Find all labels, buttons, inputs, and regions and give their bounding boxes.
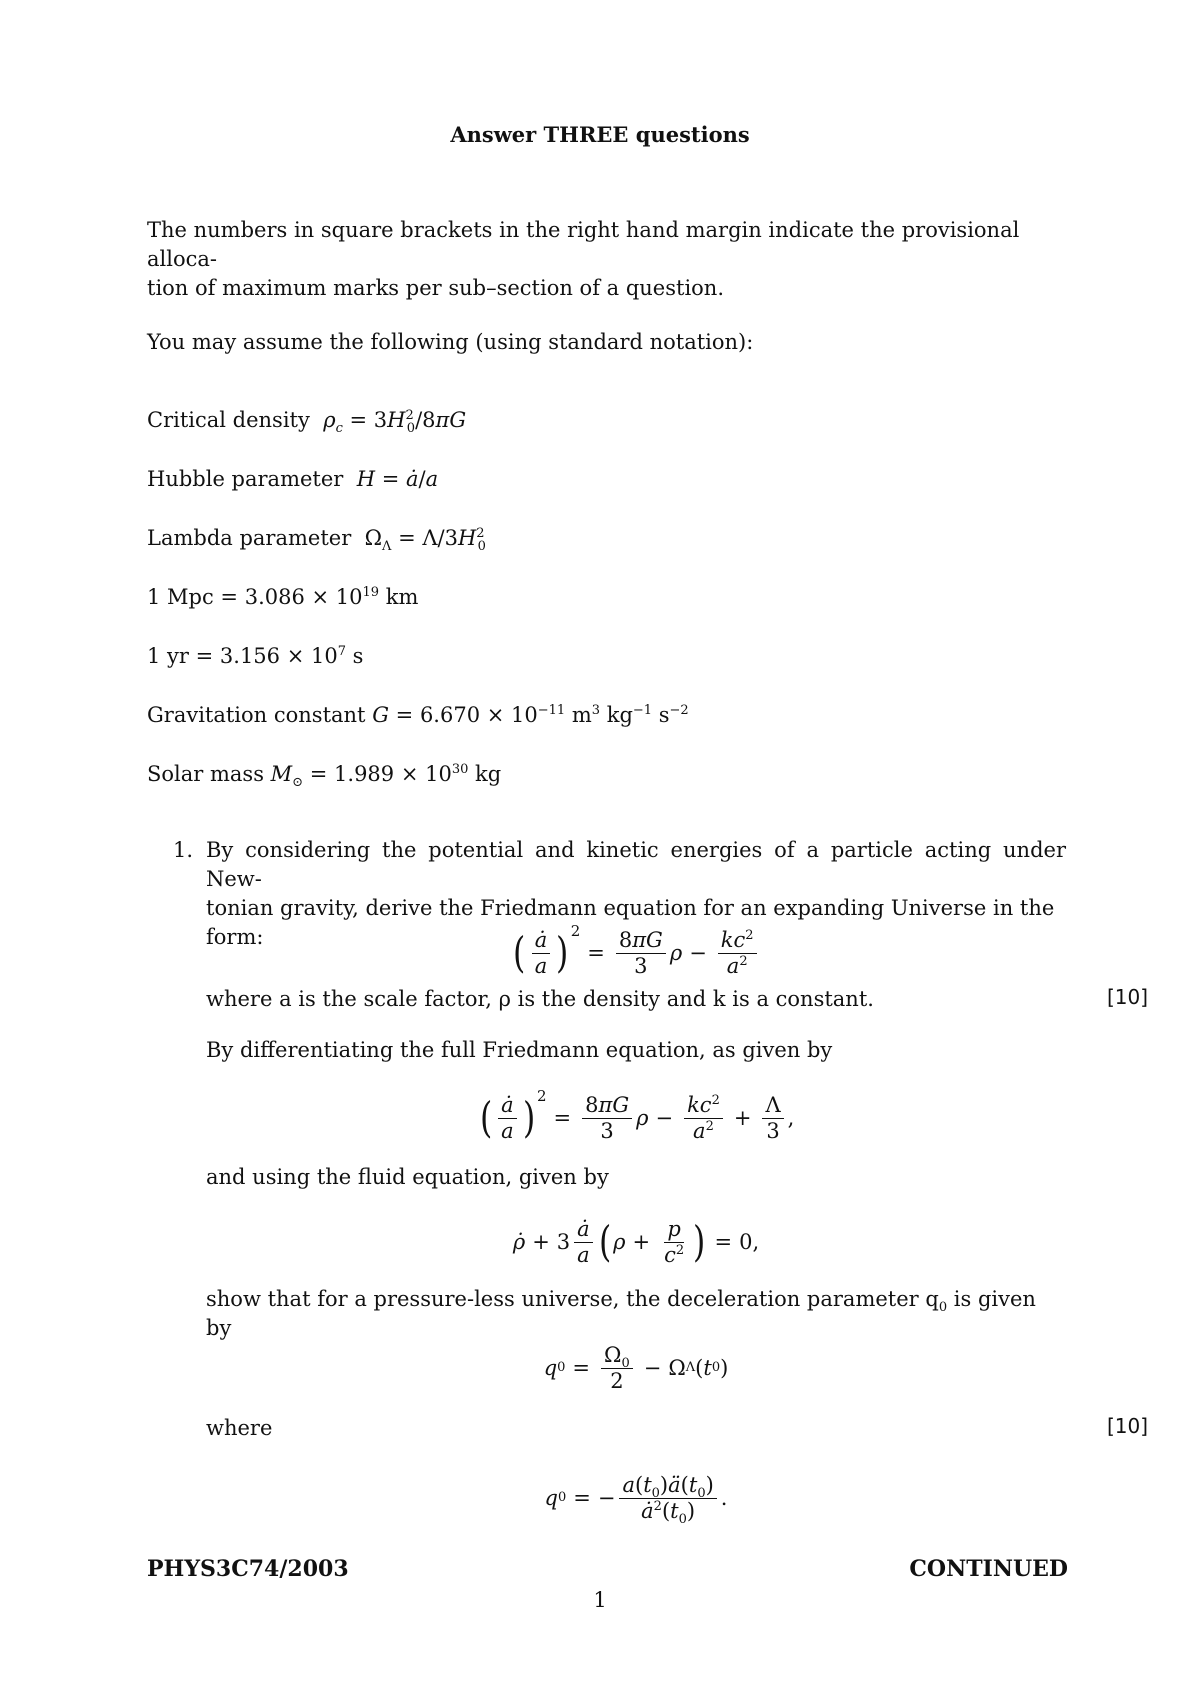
differentiating-text: By differentiating the full Friedmann equation, as given by [206, 1038, 833, 1062]
constant-solar-mass [147, 760, 1067, 789]
mpc-lhs: 1 Mpc = [147, 585, 239, 609]
constant-year [147, 642, 1067, 671]
intro-line-2: tion of maximum marks per sub–section of a question. [147, 276, 725, 300]
page-heading: Answer THREE questions [450, 122, 750, 147]
solar-value: = 1.989 × 10 [309, 762, 452, 786]
solar-exponent: 30 [451, 762, 469, 777]
grav-unit-kg-exp: −1 [632, 703, 653, 718]
marks-part-a: [10] [1106, 985, 1148, 1009]
marks-part-b: [10] [1106, 1414, 1148, 1438]
equation-full-friedmann: ( $\frac{ȧ}{a}$ ) $^2$ = $\frac{8\pi G}{3}$ ρ − $\frac{kc^2}{a^2}$ + $\frac{\Lambda}{3}$ , [479, 1087, 795, 1143]
grav-unit-kg: kg [600, 703, 633, 727]
constant-mpc [147, 583, 1067, 612]
assume-text: You may assume the following (using standard notation): [147, 330, 754, 354]
critical-density-formula: $\rho_c = 3H^2_0/8\pi G$ [323, 408, 467, 437]
yr-value: 3.156 × 10 [219, 644, 338, 668]
grav-label: Gravitation constant [147, 703, 366, 727]
lambda-label: Lambda parameter [147, 526, 352, 550]
equation-q0-definition: q 0 = − $\frac{a(t_0)ä(t_0)}{ȧ^2(t_0)}$ . [544, 1473, 728, 1527]
yr-exponent: 7 [337, 644, 346, 659]
hubble-formula: H = ȧ/a [356, 467, 439, 491]
grav-unit-s: s [652, 703, 670, 727]
intro-paragraph [147, 216, 1067, 303]
grav-symbol: G [372, 703, 389, 727]
question-number: 1. [173, 838, 194, 862]
show-that-main: show that for a pressure-less universe, the deceleration parameter q [206, 1287, 939, 1311]
solar-unit: kg [468, 762, 502, 786]
grav-unit-m-exp: 3 [591, 703, 601, 718]
yr-unit: s [345, 644, 364, 668]
constant-lambda [147, 524, 1067, 553]
page-number: 1 [593, 1588, 607, 1612]
grav-exponent: −11 [537, 703, 566, 718]
constant-critical-density [147, 406, 1067, 435]
q1-line-1: By considering the potential and kinetic energies of a particle acting under New- [206, 838, 1066, 891]
where-scale-factor-text: where a is the scale factor, ρ is the density and k is a constant. [206, 987, 874, 1011]
lambda-formula: $\Omega_\Lambda = \Lambda/3H^2_0$ [357, 526, 486, 555]
q1-line-2: tonian gravity, derive the Friedmann equation for an expanding Universe in the [206, 896, 1055, 920]
grav-value: = 6.670 × 10 [395, 703, 538, 727]
constant-gravitation [147, 701, 1067, 730]
hubble-label: Hubble parameter [147, 467, 344, 491]
grav-unit-s-exp: −2 [669, 703, 689, 718]
fluid-text: and using the fluid equation, given by [206, 1165, 609, 1189]
mpc-exponent: 19 [362, 585, 380, 600]
equation-fluid: ρ̇ + 3 $\frac{ȧ}{a}$ ( ρ + $\frac{p}{c^2}$ ) = 0, [512, 1217, 760, 1267]
footer-course-code: PHYS3C74/2003 [147, 1556, 349, 1582]
grav-unit-m: m [565, 703, 592, 727]
where-text: where [206, 1416, 273, 1440]
solar-symbol: $M_⊙$ [270, 762, 304, 791]
equation-friedmann: ( $\frac{ȧ}{a}$ ) $^2$ = $\frac{8\pi G}{3}$ ρ − $\frac{kc^2}{a^2}$ [206, 915, 1066, 991]
equation-deceleration: q 0 = $\frac{\Omega_0}{2}$ − Ω Λ ( t 0 ) [543, 1343, 729, 1393]
show-that-subscript: 0 [938, 1300, 948, 1316]
footer-continued: CONTINUED [909, 1556, 1068, 1582]
mpc-unit: km [379, 585, 419, 609]
show-that-end: is given by [206, 1287, 1036, 1340]
constant-hubble [147, 465, 1067, 494]
intro-line-1: The numbers in square brackets in the right hand margin indicate the provisional alloca- [147, 218, 1020, 271]
q1-line-3: form: [206, 925, 264, 949]
critical-density-label: Critical density [147, 408, 310, 432]
yr-lhs: 1 yr = [147, 644, 214, 668]
solar-label: Solar mass [147, 762, 264, 786]
mpc-value: 3.086 × 10 [244, 585, 363, 609]
